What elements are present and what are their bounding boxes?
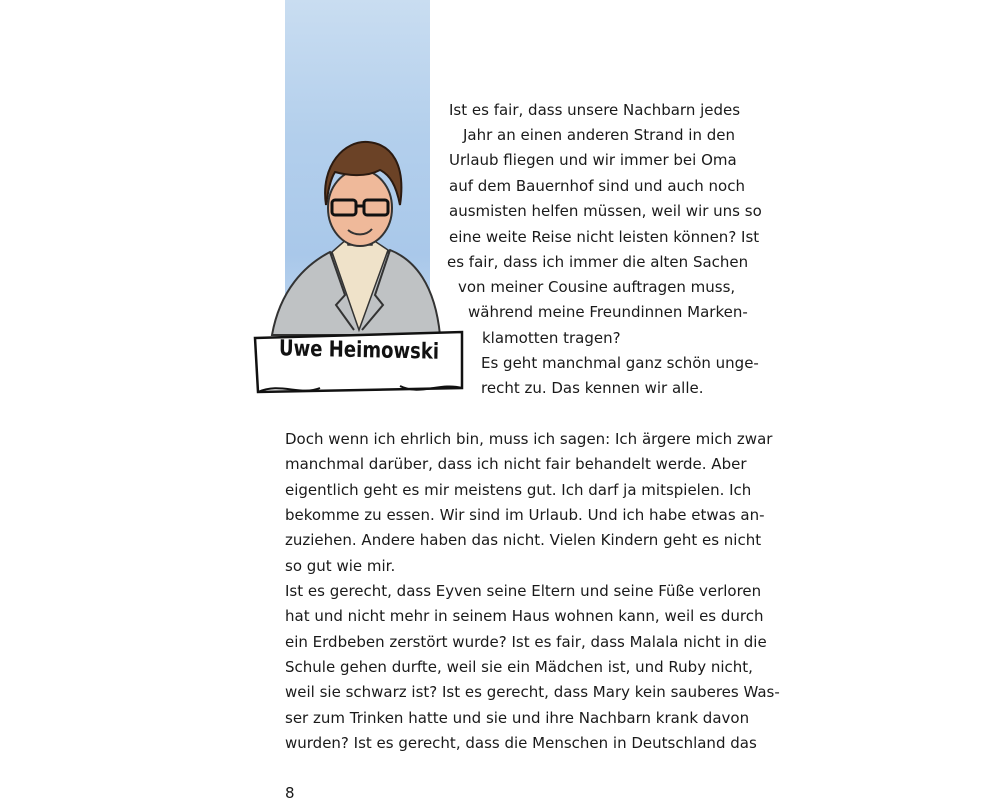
body-line: zuziehen. Andere haben das nicht. Vielen Kindern geht es nicht — [285, 531, 762, 549]
body-line: wurden? Ist es gerecht, dass die Menschen in Deutschland das — [285, 734, 757, 752]
body-line: bekomme zu essen. Wir sind im Urlaub. Und ich habe etwas an- — [285, 506, 765, 524]
body-line: Schule gehen durfte, weil sie ein Mädchen ist, und Ruby nicht, — [285, 658, 753, 676]
intro-line: recht zu. Das kennen wir alle. — [481, 379, 704, 397]
body-line: ein Erdbeben zerstört wurde? Ist es fair, dass Malala nicht in die — [285, 633, 767, 651]
intro-line: auf dem Bauernhof sind und auch noch — [449, 177, 745, 195]
intro-line: Es geht manchmal ganz schön unge- — [481, 354, 759, 372]
intro-line: ausmisten helfen müssen, weil wir uns so — [449, 202, 762, 220]
intro-line: es fair, dass ich immer die alten Sachen — [447, 253, 749, 271]
body-line: weil sie schwarz ist? Ist es gerecht, dass Mary kein sauberes Was- — [285, 683, 780, 701]
intro-line: Ist es fair, dass unsere Nachbarn jedes — [449, 101, 741, 119]
body-line: ser zum Trinken hatte und sie und ihre Nachbarn krank davon — [285, 709, 750, 727]
body-line: so gut wie mir. — [285, 557, 396, 575]
page-number: 8 — [285, 784, 295, 802]
body-line: Doch wenn ich ehrlich bin, muss ich sagen: Ich ärgere mich zwar — [285, 430, 773, 448]
nameplate-name: Uwe Heimowski — [278, 336, 440, 365]
intro-line: Urlaub fliegen und wir immer bei Oma — [449, 151, 737, 169]
body-line: manchmal darüber, dass ich nicht fair behandelt werde. Aber — [285, 455, 747, 473]
body-line: hat und nicht mehr in seinem Haus wohnen kann, weil es durch — [285, 607, 764, 625]
intro-line: eine weite Reise nicht leisten können? Ist — [449, 228, 760, 246]
body-line: Ist es gerecht, dass Eyven seine Eltern und seine Füße verloren — [285, 582, 762, 600]
intro-line: Jahr an einen anderen Strand in den — [463, 126, 735, 144]
body-line: eigentlich geht es mir meistens gut. Ich darf ja mitspielen. Ich — [285, 481, 752, 499]
author-portrait — [250, 120, 470, 405]
intro-line: klamotten tragen? — [482, 329, 621, 347]
intro-line: von meiner Cousine auftragen muss, — [458, 278, 736, 296]
intro-line: während meine Freundinnen Marken- — [468, 303, 748, 321]
